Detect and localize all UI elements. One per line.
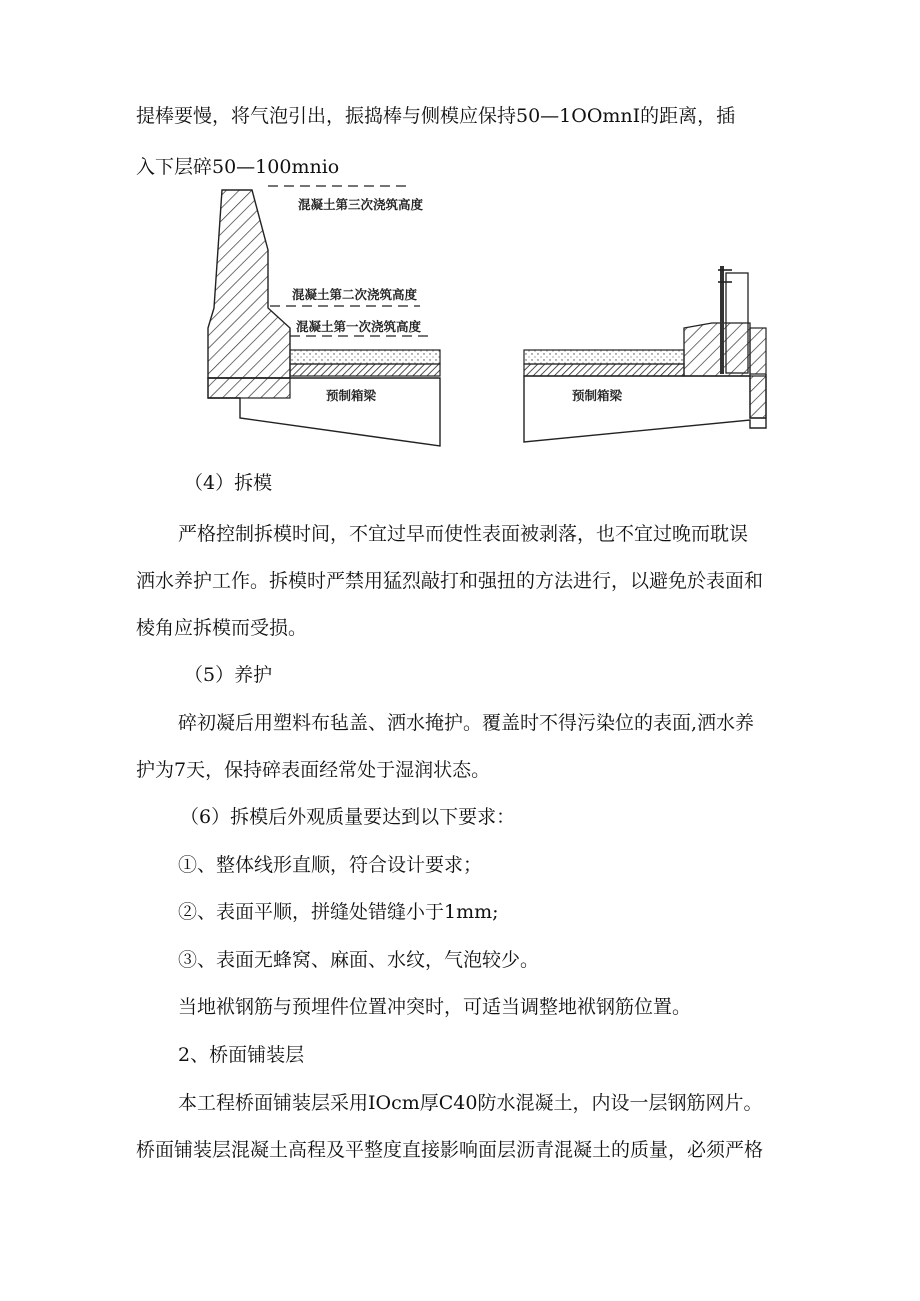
heading-4: （4）拆模 bbox=[184, 472, 273, 494]
label-beam-right: 预制箱梁 bbox=[572, 388, 623, 403]
label-pour2: 混凝土第二次浇筑高度 bbox=[292, 287, 418, 302]
left-section bbox=[208, 186, 440, 446]
construction-figure bbox=[200, 178, 780, 458]
pavement-layer-right bbox=[524, 350, 684, 364]
pavement-layer bbox=[290, 350, 440, 364]
paragraph-line: 入下层碎50—100mnio bbox=[136, 156, 340, 178]
paragraph-line: 桥面铺装层混凝土高程及平整度直接影响面层沥青混凝土的质量，必须严格 bbox=[136, 1139, 764, 1161]
paragraph-line: 当地袱钢筋与预埋件位置冲突时，可适当调整地袱钢筋位置。 bbox=[178, 996, 692, 1018]
label-pour1: 混凝土第一次浇筑高度 bbox=[296, 319, 422, 334]
heading-5: （5）养护 bbox=[184, 664, 273, 686]
section-heading: 2、桥面铺装层 bbox=[178, 1044, 305, 1066]
paragraph-line: 本工程桥面铺装层采用IOcm厚C40防水混凝土，内设一层钢筋网片。 bbox=[178, 1092, 763, 1114]
list-item: ①、整体线形直顺，符合设计要求； bbox=[178, 854, 483, 876]
box-girder-right bbox=[524, 374, 766, 442]
paragraph-line: 严格控制拆模时间，不宜过早而使性表面被剥落，也不宜过晚而耽误 bbox=[178, 523, 749, 545]
paragraph-line: 洒水养护工作。拆模时严禁用猛烈敲打和强扭的方法进行，以避免於表面和 bbox=[136, 570, 764, 592]
paragraph-line: 护为7天，保持碎表面经常处于湿润状态。 bbox=[136, 759, 491, 781]
list-item: ②、表面平顺，拼缝处错缝小于1mm; bbox=[178, 901, 499, 923]
label-pour3: 混凝土第三次浇筑高度 bbox=[298, 197, 424, 212]
paragraph-line: 棱角应拆模而受损。 bbox=[136, 617, 308, 639]
paragraph-line: 碎初凝后用塑料布毡盖、洒水掩护。覆盖时不得污染位的表面,洒水养 bbox=[178, 712, 755, 734]
right-section bbox=[524, 266, 766, 442]
heading-6: （6）拆模后外观质量要达到以下要求： bbox=[180, 806, 516, 828]
bridge-deck-layer bbox=[290, 364, 440, 376]
curb-base bbox=[208, 378, 290, 398]
end-wall bbox=[750, 376, 766, 418]
list-item: ③、表面无蜂窝、麻面、水纹，气泡较少。 bbox=[178, 949, 540, 971]
bridge-deck-layer-right bbox=[524, 364, 684, 376]
raised-block bbox=[684, 323, 750, 376]
paragraph-line: 提棒要慢，将气泡引出，振捣棒与侧模应保持50—1OOmnI的距离，插 bbox=[136, 105, 736, 127]
formwork-right bbox=[750, 328, 766, 374]
label-beam-left: 预制箱梁 bbox=[326, 388, 377, 403]
curb-wall bbox=[208, 190, 290, 378]
pouring-diagram bbox=[200, 178, 780, 458]
